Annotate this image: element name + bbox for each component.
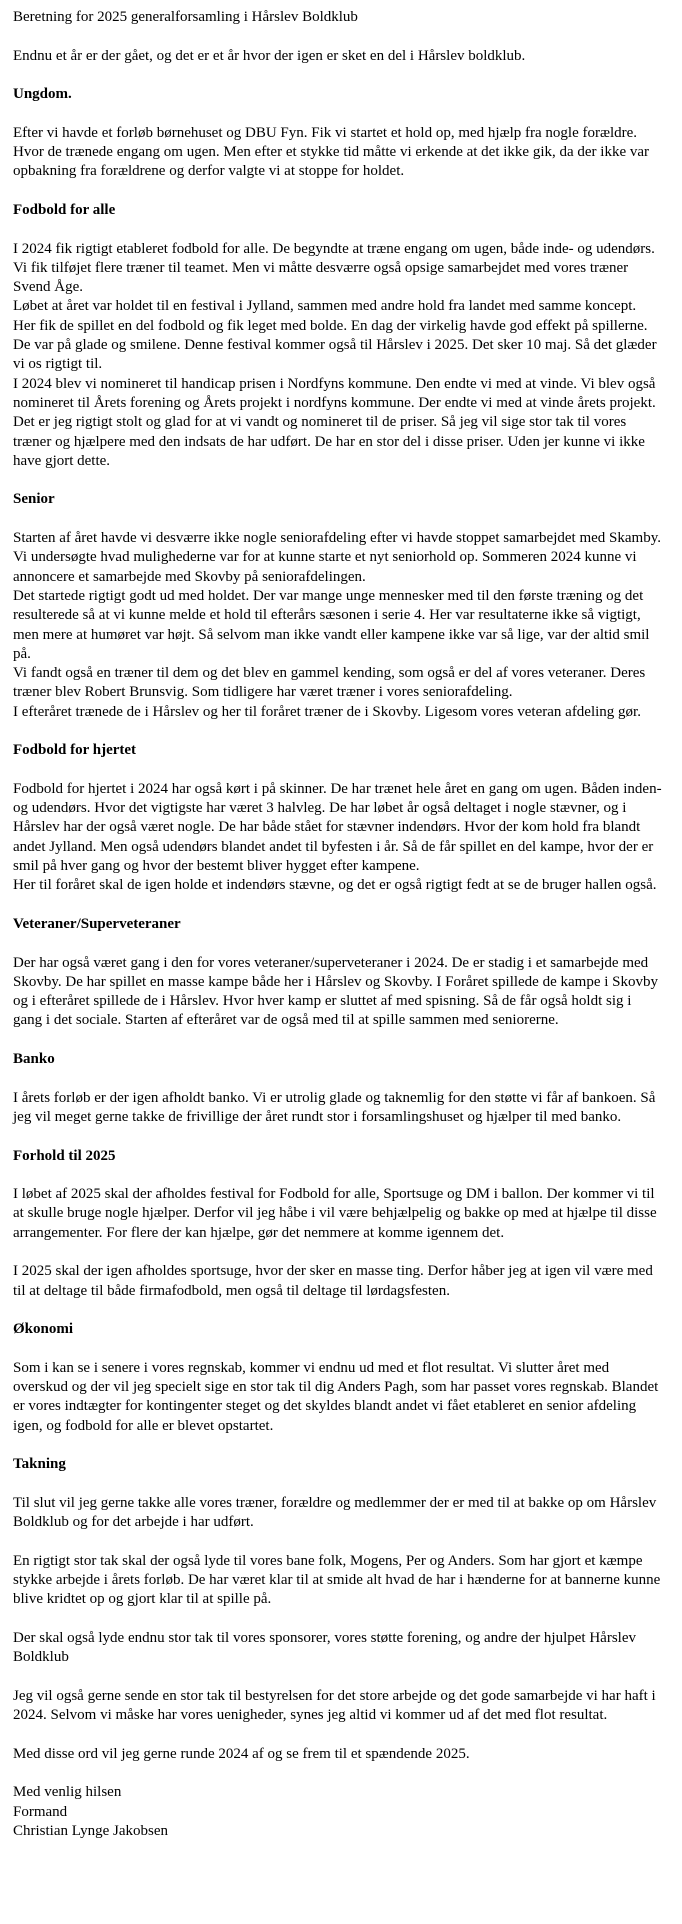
paragraph [13,1185,662,1243]
paragraph-line: Efter vi havde et forløb børnehuset og DBU Fyn. Fik vi startet et hold op, med hjælp fra nogle forældre. Hvor de trænede engang om ugen. Men efter et stykke tid måtte vi erkende at det ikke gik, da der ikke var opbakning fra forældrene og derfor valgte vi at stoppe for holdet. [13,124,650,180]
signature-role: Formand [13,1803,68,1820]
paragraph-line: Starten af året havde vi desværre ikke nogle seniorafdeling efter vi havde stoppet samarbejdet med Skamby. Vi undersøgte hvad mulighederne var for at kunne starte et nyt seniorhold op. Sommeren 2024 kunne vi annoncere et samarbejde med Skovby på seniorafdelingen. [13,530,661,585]
signature-block [13,1783,662,1841]
paragraph [13,780,662,896]
paragraph-line: I løbet af 2025 skal der afholdes festival for Fodbold for alle, Sportsuge og DM i ballon. Der kommer vi til at skulle bruge nogle hjælper. Derfor vil jeg håbe i vil være behjælpelig og bakke op med at hjælpe til disse arrangementer. For flere der kan hjælpe, gør det nemmere at komme igennem det. [13,1186,657,1241]
sections-container [13,85,662,1764]
paragraph-line: Som i kan se i senere i vores regnskab, kommer vi endnu ud med et flot resultat. Vi slutter året med overskud og der vil jeg specielt sige en stor tak til dig Anders Pagh, som har passet vores regnskab. Blandet er vores indtægter for kontingenter steget og det skyldes blandt andet vi fået etableret en senior afdeling igen, og fodbold for alle er blevet opstartet. [13,1359,659,1434]
section-heading: Fodbold for alle [13,201,116,218]
paragraph-line: Med disse ord vil jeg gerne runde 2024 af og se frem til et spændende 2025. [13,1745,470,1762]
paragraph-line: Der skal også lyde endnu stor tak til vores sponsorer, vores støtte forening, og andre der hjulpet Hårslev Boldklub [13,1629,636,1666]
paragraph-line: I 2024 fik rigtigt etableret fodbold for alle. De begyndte at træne engang om ugen, både inde- og udendørs. Vi fik tilføjet flere træner til teamet. Men vi måtte desværre også opsige samarbejdet med vores træner Svend Åge. [13,240,655,296]
section-heading: Fodbold for hjertet [13,742,137,759]
paragraph-line: En rigtigt stor tak skal der også lyde til vores bane folk, Mogens, Per og Anders. Som har gjort et kæmpe stykke arbejde i årets forløb. De har været klar til at smide alt hvad de har i hænderne for at bannerne kunne blive kridtet op og gjort klar til at spille på. [13,1552,661,1608]
document-title: Beretning for 2025 generalforsamling i Hårslev Boldklub [13,9,358,25]
paragraph [13,954,662,1031]
signature-name: Christian Lynge Jakobsen [13,1822,168,1839]
section-heading: Veteraner/Superveteraner [13,915,181,932]
paragraph-line: Løbet at året var holdet til en festival i Jylland, sammen med andre hold fra landet med samme koncept. Her fik de spillet en del fodbold og fik leget med bolde. En dag der virkelig havde god effekt på spillerne. De var på glade og smilene. Denne festival kommer også til Hårslev i 2025. Det sker 10 maj. Så det glæder vi os rigtigt til. [13,298,657,373]
paragraph-line: Vi fandt også en træner til dem og det blev en gammel kending, som også er del af vores veteraner. Deres træner blev Robert Brunsvig. Som tidligere har været træner i vores seniorafdeling. [13,665,646,701]
section-heading: Senior [13,491,55,508]
section-heading: Banko [13,1051,55,1068]
paragraph-line: Jeg vil også gerne sende en stor tak til bestyrelsen for det store arbejde og det gode samarbejde vi har haft i 2024. Selvom vi måske har vores uenigheder, synes jeg altid vi kommer ud af det med flot resultat. [13,1687,656,1724]
paragraph [13,1687,662,1726]
paragraph [13,1629,662,1668]
paragraph-line: I 2024 blev vi nomineret til handicap prisen i Nordfyns kommune. Den endte vi med at vinde. Vi blev også nomineret til Årets forening og Årets projekt i nordfyns kommune. Der endte vi med at vinde årets projekt. Det er jeg rigtigt stolt og glad for at vi vandt og nomineret til de priser. Så jeg vil sige stor tak til vores træner og hjælpere med den indsats de har udført. De har en stor del i disse priser. Uden jer kunne vi ikke have gjort dette. [13,375,656,469]
paragraph-line: Her til foråret skal de igen holde et indendørs stævne, og det er også rigtigt fedt at se de bruger hallen også. [13,877,657,894]
paragraph [13,1262,662,1301]
paragraph [13,1089,662,1128]
section-heading: Ungdom. [13,86,72,103]
paragraph-line: I efteråret trænede de i Hårslev og her til foråret træner de i Skovby. Ligesom vores veteran afdeling gør. [13,703,641,720]
paragraph [13,240,662,472]
paragraph-line: Fodbold for hjertet i 2024 har også kørt i på skinner. De har trænet hele året en gang om ugen. Båden inden- og udendørs. Hvor det vigtigste har været 3 halvleg. De har løbet år også deltaget i nogle stævner, og i Hårslev har der også været nogle. De har både stået for stævner indendørs. Hvor der kom hold fra blandt andet Jylland. Men også udendørs blandet andet til byfesten i år. Så de får spillet en del kampe, hvor der er smil på hver gang og hvor der bestemt bliver hygget efter kampene. [13,780,662,875]
paragraph [13,1745,662,1764]
section-heading: Takning [13,1456,66,1473]
paragraph-line: Det startede rigtigt godt ud med holdet. Der var mange unge mennesker med til den første træning og det resulterede så at vi kunne melde et hold til efterårs sæsonen i serie 4. Her var resultaterne ikke så vigtigt, men mere at humøret var højt. Så selvom man ikke vandt eller kampene ikke var så lige, var der altid smil på. [13,587,650,662]
signature-closing: Med venlig hilsen [13,1784,122,1801]
paragraph-line: I årets forløb er der igen afholdt banko. Vi er utrolig glade og taknemlig for den støtte vi får af bankoen. Så jeg vil meget gerne takke de frivillige der året rundt stor i forsamlingshuset og hjælper til med banko. [13,1089,656,1125]
paragraph [13,1494,662,1533]
section-heading: Forhold til 2025 [13,1147,116,1164]
paragraph [13,1359,662,1436]
paragraph-line: Der har også været gang i den for vores veteraner/superveteraner i 2024. De er stadig i et samarbejde med Skovby. De har spillet en masse kampe både her i Hårslev og Skovby. I Foråret spillede de kampe i Skovby og i efteråret spillede de i Hårslev. Hvor hver kamp er sluttet af med spisning. Så de får også holdt sig i gang i det sociale. Starten af efteråret var de også med til at spille sammen med seniorerne. [13,954,658,1029]
paragraph [13,529,662,722]
intro-paragraph: Endnu et år er der gået, og det er et år hvor der igen er sket en del i Hårslev boldklub. [13,47,526,64]
paragraph [13,124,662,182]
paragraph-line: I 2025 skal der igen afholdes sportsuge, hvor der sker en masse ting. Derfor håber jeg at igen vil være med til at deltage til både firmafodbold, men også til deltage til lørdagsfesten. [13,1263,653,1299]
section-heading: Økonomi [13,1321,74,1338]
paragraph-line: Til slut vil jeg gerne takke alle vores træner, forældre og medlemmer der er med til at bakke op om Hårslev Boldklub og for det arbejde i har udført. [13,1494,657,1531]
paragraph [13,1552,662,1610]
